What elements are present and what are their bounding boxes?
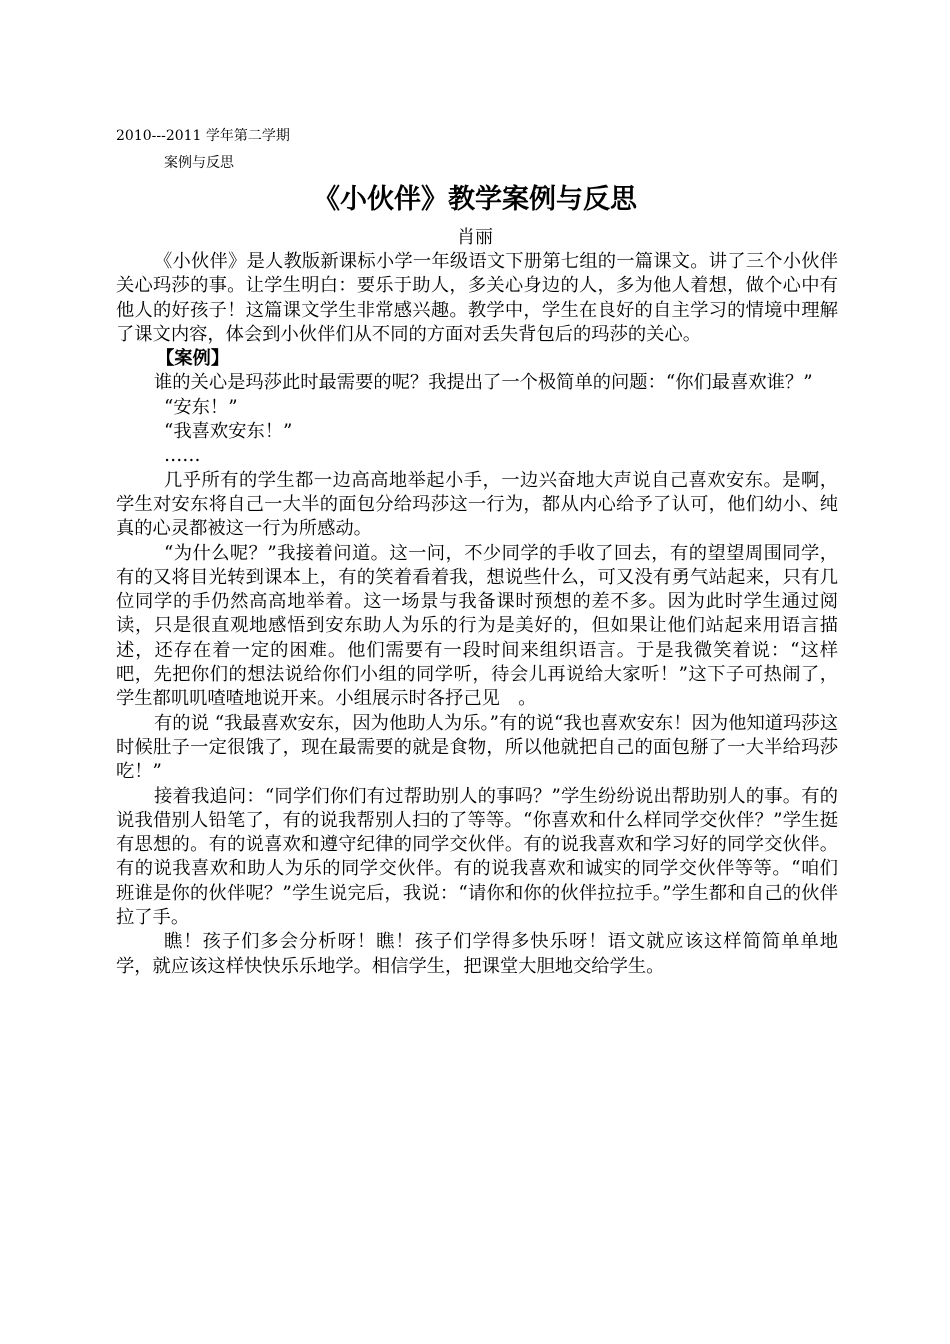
- term-heading: 2010---2011 学年第二学期: [116, 128, 290, 144]
- student-quote-1: “安东！”: [164, 396, 238, 418]
- case-paragraph-3: “为什么呢？”我接着问道。这一问，不少同学的手收了回去，有的望望周围同学，有的又将目光转到课本上，有的笑着看着我，想说些什么，可又没有勇气站起来，只有几位同学的手仍然高高地举着。这一场景与我备课时预想的差不多。因为此时学生通过阅读，只是很直观地感悟到安东助人为乐的行为是美好的，但如果让他们站起来用语言描述，还存在着一定的困难。他们需要有一段时间来组织语言。于是我微笑着说：“这样吧，先把你们的想法说给你们小组的同学听，待会儿再说给大家听！”这下子可热闹了，学生都叽叽喳喳地说开来。小组展示时各抒己见 。: [116, 542, 838, 710]
- case-paragraph-6: 瞧！孩子们多会分析呀！瞧！孩子们学得多快乐呀！语文就应该这样简简单单地学，就应该这样快快乐乐地学。相信学生，把课堂大胆地交给学生。: [116, 931, 838, 977]
- student-quote-2: “我喜欢安东！”: [164, 421, 293, 443]
- case-paragraph-1: 谁的关心是玛莎此时最需要的呢？我提出了一个极简单的问题：“你们最喜欢谁？”: [154, 372, 813, 394]
- case-paragraph-5: 接着我追问：“同学们你们有过帮助别人的事吗？”学生纷纷说出帮助别人的事。有的说我借别人铅笔了，有的说我帮别人扫的了等等。“你喜欢和什么样同学交伙伴？”学生挺有思想的。有的说喜欢和遵守纪律的同学交伙伴。有的说我喜欢和学习好的同学交伙伴。有的说我喜欢和助人为乐的同学交伙伴。有的说我喜欢和诚实的同学交伙伴等等。“咱们班谁是你的伙伴呢？”学生说完后，我说：“请你和你的伙伴拉拉手。”学生都和自己的伙伴拉了手。: [116, 785, 838, 929]
- document-subtitle: 案例与反思: [164, 155, 234, 171]
- case-label: 【案例】: [156, 348, 230, 370]
- document-body: [116, 250, 838, 979]
- author-name: 肖丽: [457, 227, 493, 248]
- case-paragraph-4: 有的说 “我最喜欢安东，因为他助人为乐。”有的说“我也喜欢安东！因为他知道玛莎这时候肚子一定很饿了，现在最需要的就是食物，所以他就把自己的面包掰了一大半给玛莎吃！”: [116, 712, 838, 783]
- ellipsis-line: ……: [164, 445, 201, 467]
- intro-paragraph: 《小伙伴》是人教版新课标小学一年级语文下册第七组的一篇课文。讲了三个小伙伴关心玛莎的事。让学生明白：要乐于助人，多关心身边的人，多为他人着想，做个心中有他人的好孩子！这篇课文学生非常感兴趣。教学中，学生在良好的自主学习的情境中理解了课文内容，体会到小伙伴们从不同的方面对丢失背包后的玛莎的关心。: [116, 251, 838, 345]
- document-title: 《小伙伴》教学案例与反思: [313, 184, 637, 215]
- case-paragraph-2: 几乎所有的学生都一边高高地举起小手，一边兴奋地大声说自己喜欢安东。是啊，学生对安东将自己一大半的面包分给玛莎这一行为，都从内心给予了认可，他们幼小、纯真的心灵都被这一行为所感动。: [116, 469, 838, 540]
